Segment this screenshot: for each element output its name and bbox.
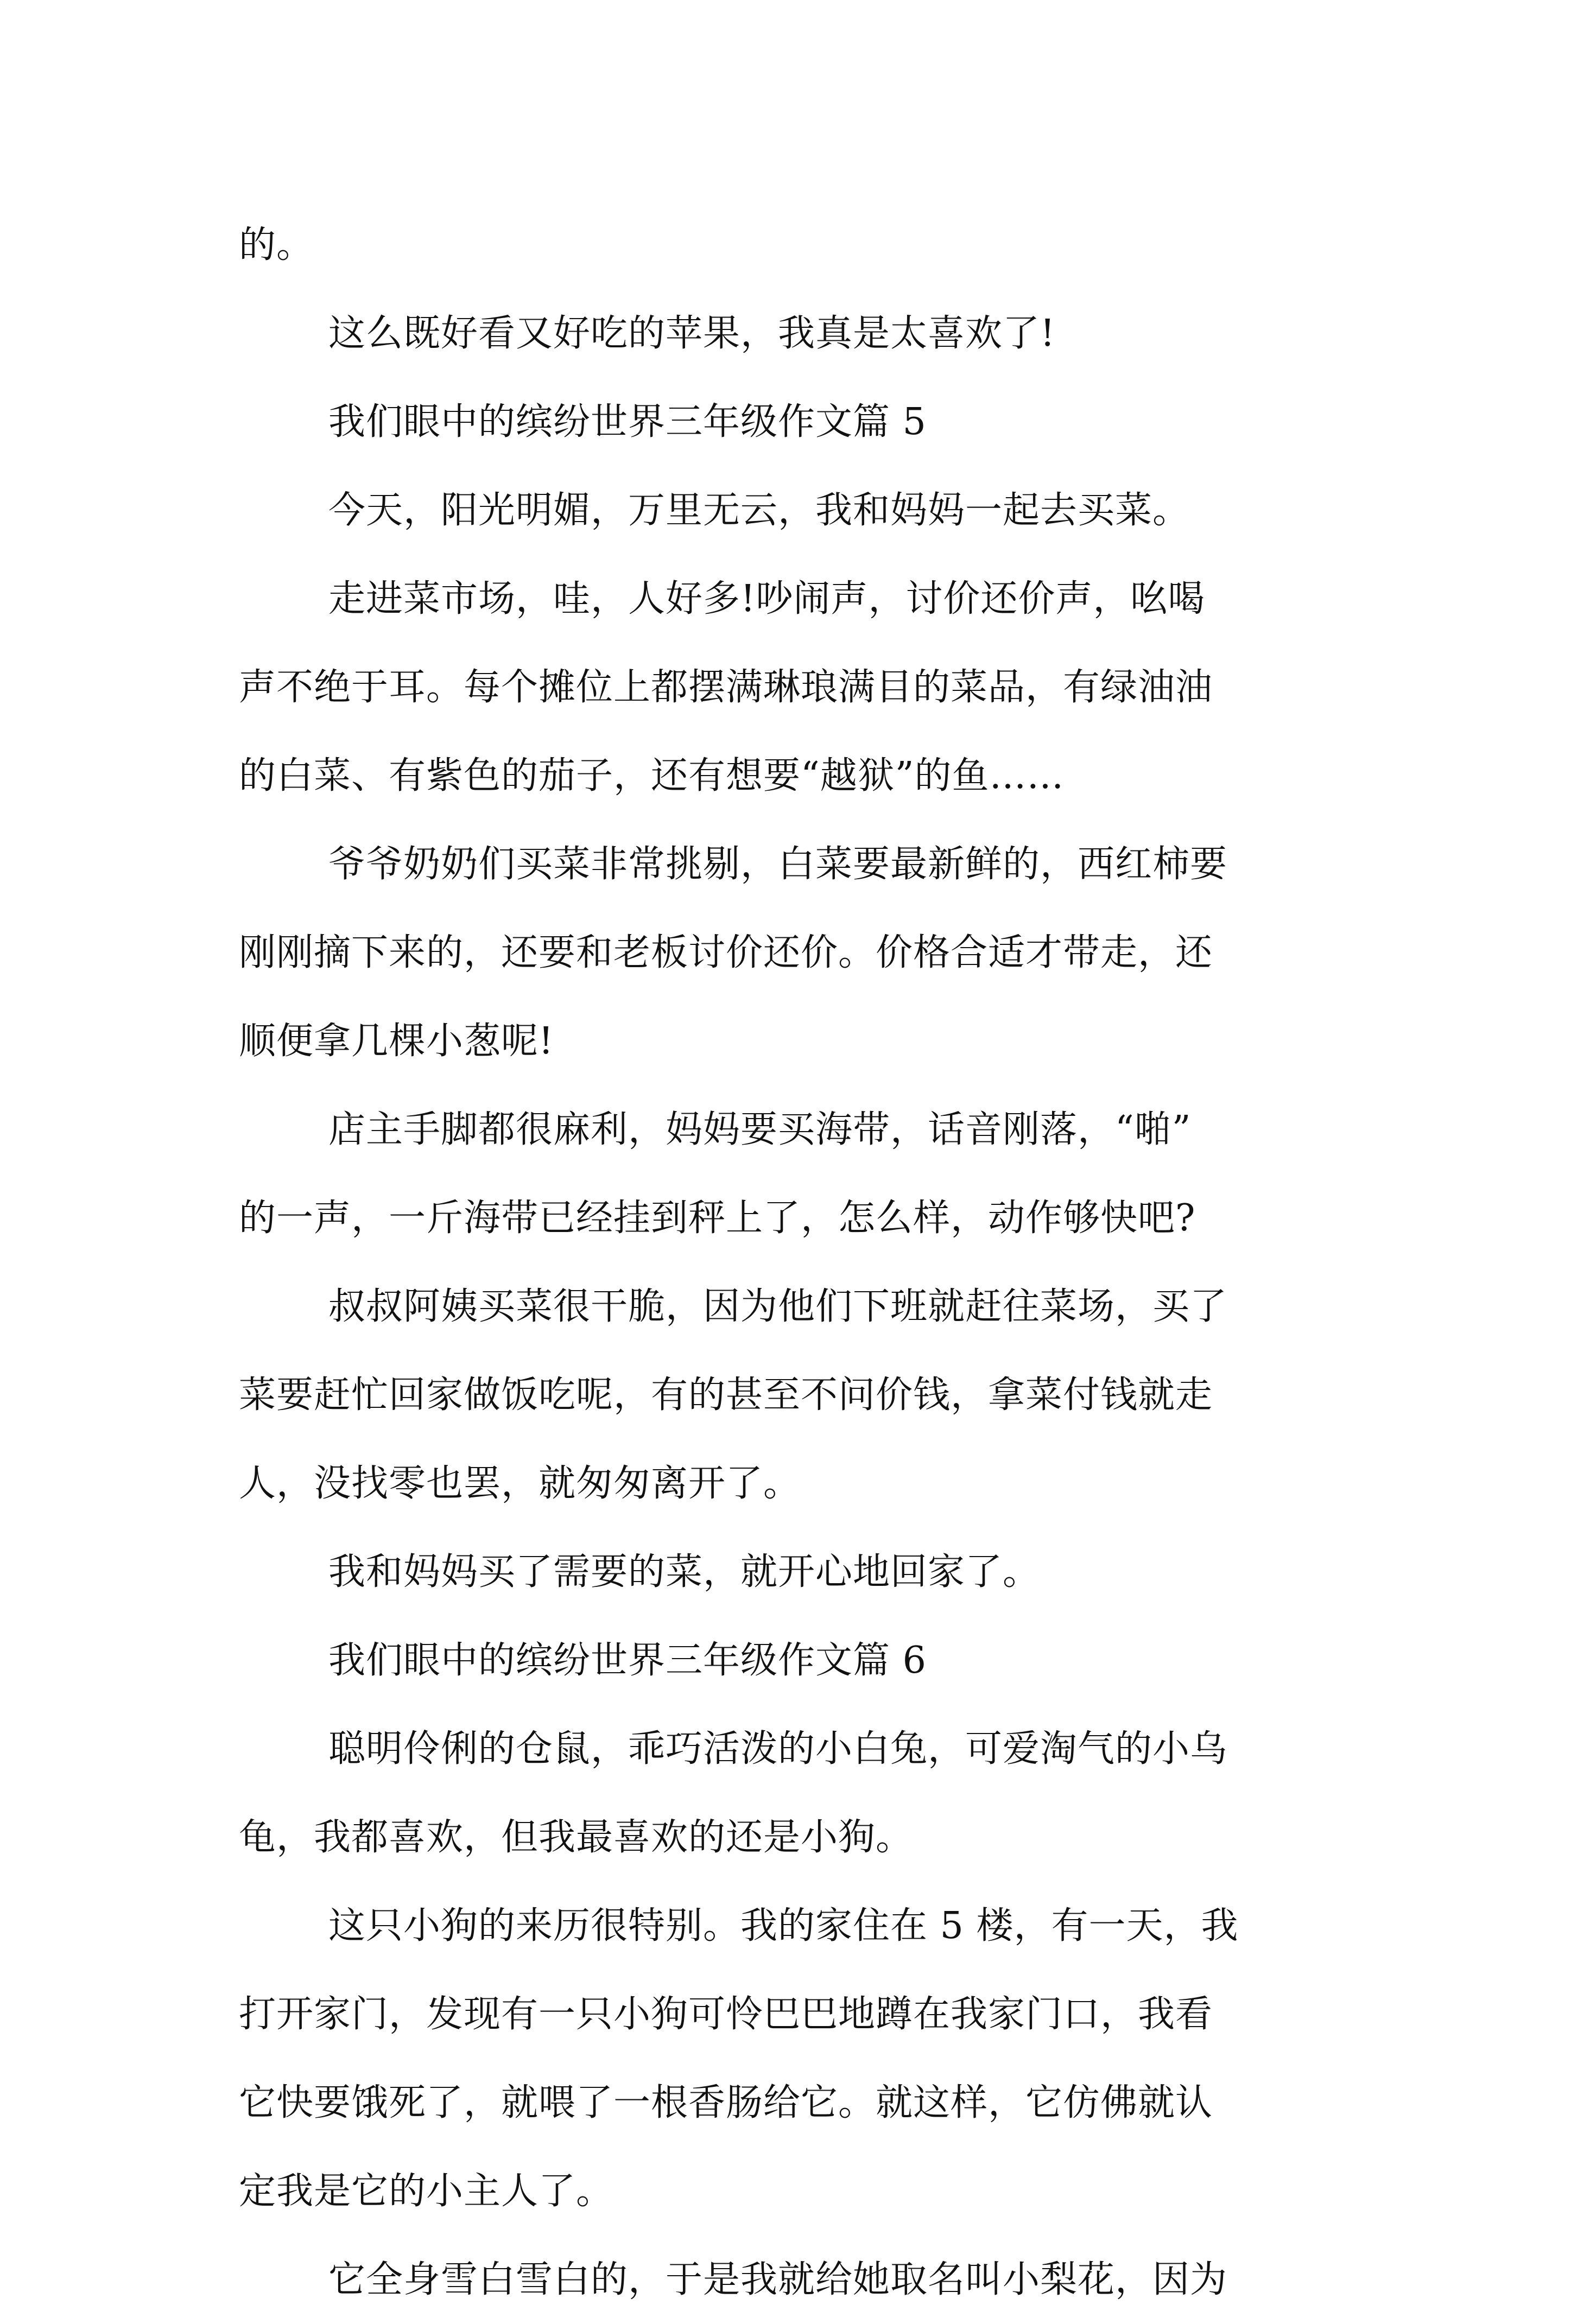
text-line: 店主手脚都很麻利，妈妈要买海带，话音刚落，“啪” [328, 1108, 1192, 1151]
text-line: 我和妈妈买了需要的菜，就开心地回家了。 [328, 1551, 1041, 1593]
section-heading: 我们眼中的缤纷世界三年级作文篇 5 [328, 401, 927, 443]
text-line: 菜要赶忙回家做饭吃呢，有的甚至不问价钱，拿菜付钱就走 [239, 1374, 1213, 1417]
text-line: 定我是它的小主人了。 [239, 2170, 614, 2213]
text-line: 它快要饿死了，就喂了一根香肠给它。就这样，它仿佛就认 [239, 2081, 1213, 2124]
text-line: 声不绝于耳。每个摊位上都摆满琳琅满目的菜品，有绿油油 [239, 666, 1213, 709]
text-line: 刚刚摘下来的，还要和老板讨价还价。价格合适才带走，还 [239, 931, 1213, 974]
section-heading: 我们眼中的缤纷世界三年级作文篇 6 [328, 1639, 927, 1682]
text-line: 打开家门，发现有一只小狗可怜巴巴地蹲在我家门口，我看 [239, 1993, 1213, 2036]
text-line: 人，没找零也罢，就匆匆离开了。 [239, 1462, 801, 1505]
text-line: 的一声，一斤海带已经挂到秤上了，怎么样，动作够快吧? [239, 1197, 1196, 1240]
text-line: 这么既好看又好吃的苹果，我真是太喜欢了! [328, 312, 1056, 355]
text-line: 这只小狗的来历很特别。我的家住在 5 楼，有一天，我 [328, 1904, 1239, 1947]
text-line: 的。 [239, 224, 314, 266]
document-body [239, 201, 1341, 2324]
text-line: 聪明伶俐的仓鼠，乖巧活泼的小白兔，可爱淘气的小乌 [328, 1728, 1228, 1770]
text-line: 叔叔阿姨买菜很干脆，因为他们下班就赶往菜场，买了 [328, 1285, 1228, 1328]
text-line: 它全身雪白雪白的，于是我就给她取名叫小梨花，因为 [328, 2258, 1228, 2301]
text-line: 爷爷奶奶们买菜非常挑剔，白菜要最新鲜的，西红柿要 [328, 843, 1228, 886]
text-line: 顺便拿几棵小葱呢! [239, 1020, 554, 1063]
text-line: 走进菜市场，哇，人好多!吵闹声，讨价还价声，吆喝 [328, 577, 1206, 620]
text-line: 今天，阳光明媚，万里无云，我和妈妈一起去买菜。 [328, 489, 1190, 532]
text-line: 龟，我都喜欢，但我最喜欢的还是小狗。 [239, 1816, 914, 1859]
text-line: 的白菜、有紫色的茄子，还有想要“越狱”的鱼…… [239, 754, 1065, 797]
